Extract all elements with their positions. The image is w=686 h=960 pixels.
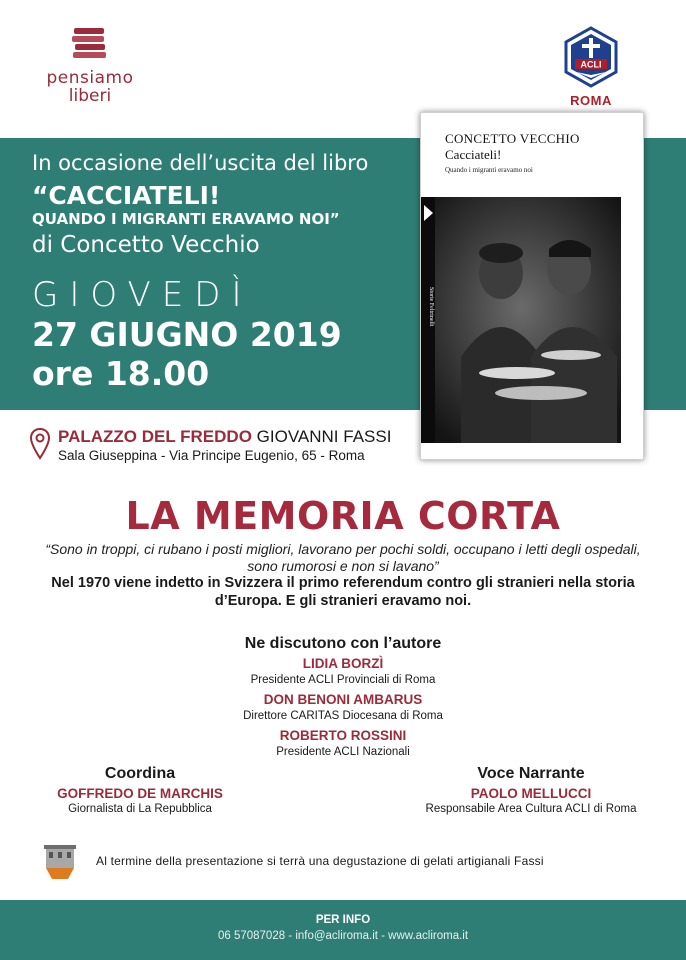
panel-heading: Ne discutono con l’autore [244, 635, 442, 652]
footer-band [0, 900, 686, 960]
narrante-block [400, 765, 662, 815]
pensiamo-liberi-logo [44, 26, 136, 105]
coordina-name: GOFFREDO DE MARCHIS [57, 786, 223, 801]
book-cover-photo [421, 197, 621, 443]
venue-name [58, 427, 391, 447]
venue-name-rest: GIOVANNI FASSI [251, 427, 392, 446]
book-cover [420, 112, 644, 460]
speaker-name: ROBERTO ROSSINI [279, 728, 407, 743]
narrante-role: Responsabile Area Cultura ACLI di Roma [425, 803, 637, 815]
acli-badge-text: ACLI [580, 59, 602, 70]
books-icon [70, 26, 110, 60]
event-time: ore 18.00 [32, 354, 210, 393]
acli-roma-text: ROMA [570, 93, 612, 108]
footer-heading: PER INFO [315, 914, 371, 926]
acli-hexagon-icon [562, 26, 620, 88]
footer-contacts: 06 57087028 - info@acliroma.it - www.acliroma.it [217, 930, 469, 942]
location-pin-icon [30, 428, 50, 460]
coordina-heading: Coordina [104, 765, 176, 782]
book-subtitle: QUANDO I MIGRANTI ERAVAMO NOI” [32, 210, 340, 228]
gelato-note: Al termine della presentazione si terrà una degustazione di gelati artigianali Fassi [96, 854, 544, 868]
speaker-name: DON BENONI AMBARUS [263, 692, 423, 707]
coordina-block [30, 765, 250, 815]
book-spine-text: Storie Feltrinelli [428, 287, 434, 327]
quote-text: “Sono in troppi, ci rubano i posti migliori, lavorano per pochi soldi, occupano i letti degli ospedali, sono rumorosi e non si lavano” [45, 541, 641, 574]
headline: LA MEMORIA CORTA [125, 494, 561, 538]
coordina-role: Giornalista di La Repubblica [68, 803, 212, 815]
facts-text: Nel 1970 viene indetto in Svizzera il primo referendum contro gli stranieri nella storia d’Europa. E gli stranieri eravamo noi. [51, 575, 635, 609]
venue-name-bold: PALAZZO DEL FREDDO [58, 427, 252, 446]
speaker-name: LIDIA BORZÌ [302, 656, 384, 671]
book-cover-title: Cacciateli! [445, 147, 502, 162]
narrante-name: PAOLO MELLUCCI [470, 786, 592, 801]
intro-text: In occasione dell’uscita del libro [32, 151, 369, 175]
speaker-role: Direttore CARITAS Diocesana di Roma [243, 710, 443, 722]
narrante-heading: Voce Narrante [477, 765, 585, 782]
book-cover-subtitle: Quando i migranti eravamo noi [445, 166, 533, 174]
logo-text-line2: liberi [68, 86, 112, 106]
event-date: 27 GIUGNO 2019 [32, 315, 342, 354]
speaker-role: Presidente ACLI Nazionali [276, 746, 410, 758]
migrants-photo-image [421, 197, 621, 443]
author-line: di Concetto Vecchio [32, 232, 260, 258]
book-cover-author: CONCETTO VECCHIO [445, 131, 580, 146]
event-header [32, 150, 368, 394]
fassi-building-icon [44, 842, 76, 880]
logo-text-line1: pensiamo [46, 68, 134, 88]
acli-roma-logo [560, 26, 622, 108]
venue-address: Sala Giuseppina - Via Principe Eugenio, 65 - Roma [58, 448, 365, 463]
book-title: “CACCIATELI! [32, 181, 221, 210]
event-day: GIOVEDÌ [32, 275, 253, 315]
speaker-role: Presidente ACLI Provinciali di Roma [250, 674, 436, 686]
